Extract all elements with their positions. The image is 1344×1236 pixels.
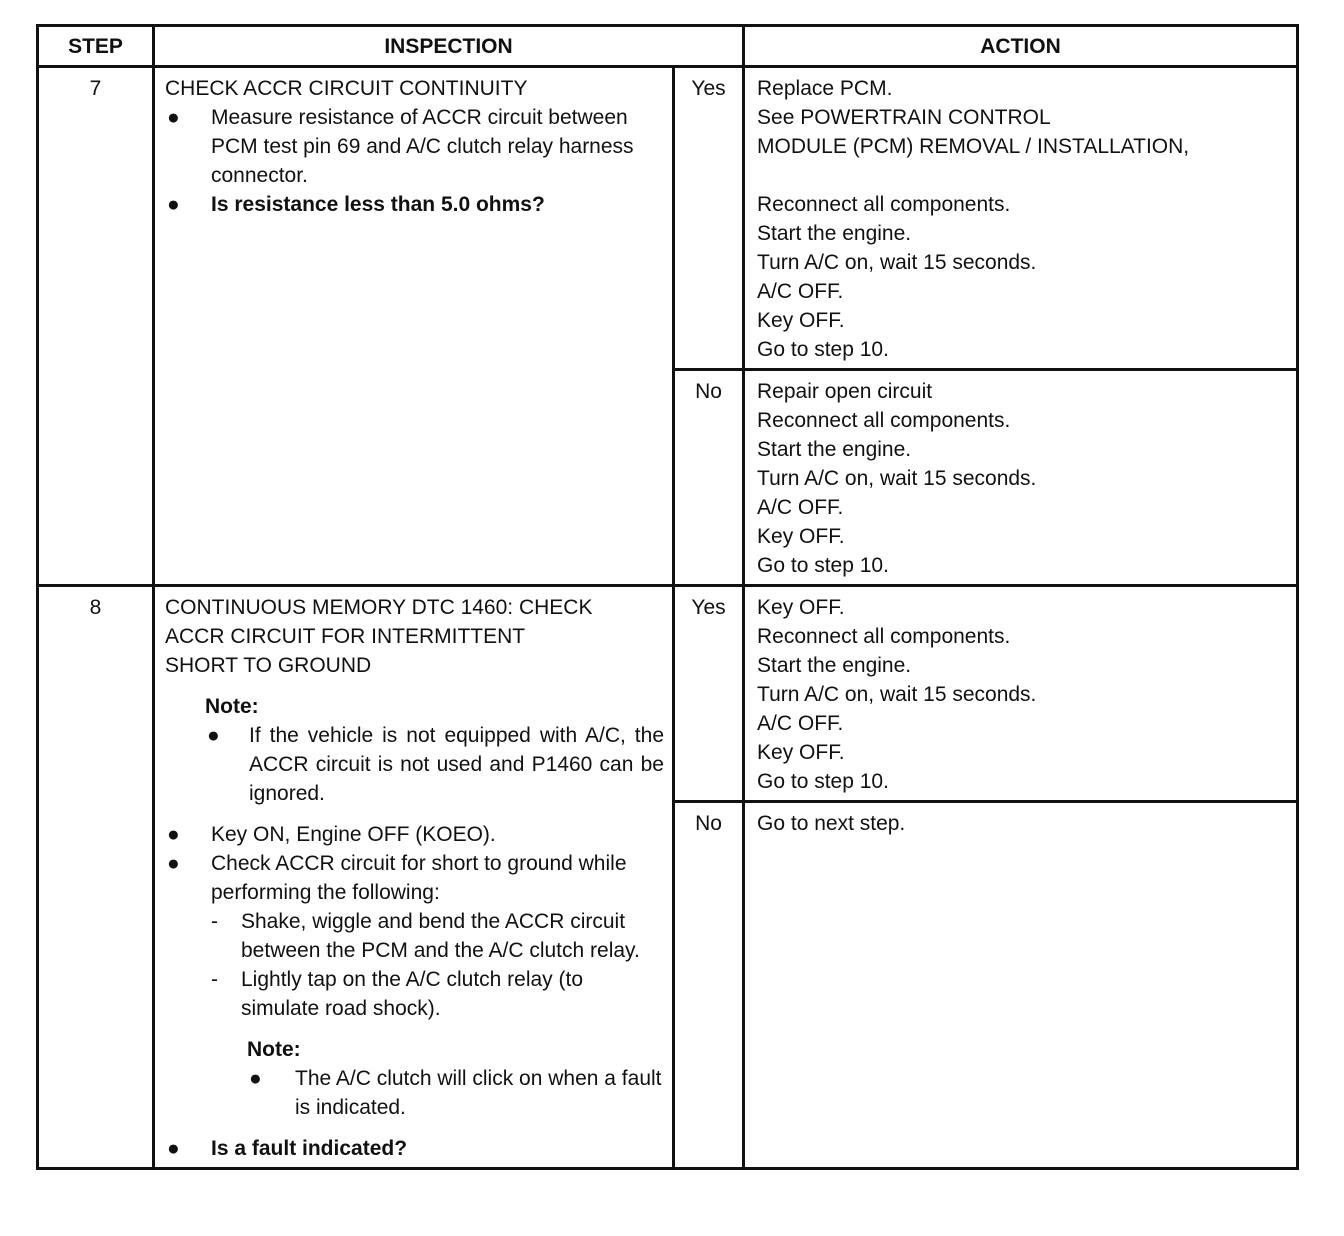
note-bullet: [205, 721, 664, 808]
action-line: Key OFF.: [757, 525, 845, 548]
action-line: Reconnect all components.: [757, 193, 1011, 216]
bullet-icon: ●: [167, 106, 180, 129]
step8-number: 8: [38, 586, 154, 1169]
action-line: Turn A/C on, wait 15 seconds.: [757, 683, 1037, 706]
step8-bullet3: [165, 1134, 664, 1163]
action-line: See POWERTRAIN CONTROL: [757, 106, 1051, 129]
step8-dash1-text: Shake, wiggle and bend the ACCR circuit between the PCM and the A/C clutch relay.: [241, 910, 640, 962]
step7-no-label: No: [674, 370, 744, 586]
step7-title: CHECK ACCR CIRCUIT CONTINUITY: [165, 77, 528, 100]
step8-note: [165, 692, 664, 808]
step8-bullet3-text: Is a fault indicated?: [211, 1137, 408, 1160]
step8-title-line: ACCR CIRCUIT FOR INTERMITTENT: [165, 625, 526, 648]
step8-bullet2-text: Check ACCR circuit for short to ground while performing the following:: [211, 852, 627, 904]
action-line: A/C OFF.: [757, 280, 844, 303]
action-line: Turn A/C on, wait 15 seconds.: [757, 251, 1037, 274]
step8-yes-label: Yes: [674, 586, 744, 802]
diagnostic-table: [36, 24, 1299, 1170]
action-line: A/C OFF.: [757, 712, 844, 735]
step8-note2: [165, 1035, 664, 1122]
action-line: Go to step 10.: [757, 554, 889, 577]
action-line: MODULE (PCM) REMOVAL / INSTALLATION,: [757, 135, 1190, 158]
step8-title-line: CONTINUOUS MEMORY DTC 1460: CHECK: [165, 596, 593, 619]
header-action: ACTION: [744, 26, 1298, 67]
step8-bullet2: [165, 849, 664, 907]
step8-inspection: [154, 586, 674, 1169]
step7-yes-label: Yes: [674, 67, 744, 370]
action-line: Reconnect all components.: [757, 409, 1011, 432]
step8-yes-actions: [744, 586, 1298, 802]
bullet-icon: ●: [167, 1137, 180, 1160]
note-text: If the vehicle is not equipped with A/C, the ACCR circuit is not used and P1460 can be ignored.: [249, 724, 664, 805]
step7-yes-actions: [744, 67, 1298, 370]
bullet-icon: ●: [249, 1067, 262, 1090]
action-line: A/C OFF.: [757, 496, 844, 519]
step8-dash2: [165, 965, 664, 1023]
step8-title-line: SHORT TO GROUND: [165, 654, 372, 677]
action-line: Key OFF.: [757, 741, 845, 764]
header-row: [38, 26, 1298, 67]
action-line: Go to step 10.: [757, 338, 889, 361]
bullet-icon: ●: [167, 852, 180, 875]
action-line: Key OFF.: [757, 596, 845, 619]
note2-label: Note:: [247, 1038, 301, 1061]
action-line: Start the engine.: [757, 654, 912, 677]
header-inspection: INSPECTION: [154, 26, 744, 67]
step7-bullet2-text: Is resistance less than 5.0 ohms?: [211, 193, 545, 216]
note2-text: The A/C clutch will click on when a fault is indicated.: [295, 1067, 662, 1119]
step8-yes-row: [38, 586, 1298, 802]
action-line: Start the engine.: [757, 222, 912, 245]
action-line: Repair open circuit: [757, 380, 933, 403]
action-line: Turn A/C on, wait 15 seconds.: [757, 467, 1037, 490]
action-line: Reconnect all components.: [757, 625, 1011, 648]
step8-dash1: [165, 907, 664, 965]
dash-icon: -: [211, 968, 218, 991]
dash-icon: -: [211, 910, 218, 933]
step7-inspection: [154, 67, 674, 586]
step7-bullet1-text: Measure resistance of ACCR circuit between PCM test pin 69 and A/C clutch relay harness connector.: [211, 106, 634, 187]
step7-bullet1: [165, 103, 664, 190]
action-line: Go to step 10.: [757, 770, 889, 793]
step7-number: 7: [38, 67, 154, 586]
step7-yes-row: [38, 67, 1298, 370]
step7-no-actions: [744, 370, 1298, 586]
action-line: Start the engine.: [757, 438, 912, 461]
step7-bullet2: [165, 190, 664, 219]
note2-bullet: [247, 1064, 664, 1122]
bullet-icon: ●: [207, 724, 220, 747]
header-step: STEP: [38, 26, 154, 67]
step8-bullet1-text: Key ON, Engine OFF (KOEO).: [211, 823, 496, 846]
step8-bullet1: [165, 820, 664, 849]
note-label: Note:: [205, 695, 259, 718]
action-line: Key OFF.: [757, 309, 845, 332]
action-line: Replace PCM.: [757, 77, 893, 100]
action-line: Go to next step.: [757, 812, 906, 835]
bullet-icon: ●: [167, 823, 180, 846]
step8-no-actions: [744, 802, 1298, 1169]
step8-no-label: No: [674, 802, 744, 1169]
step8-dash2-text: Lightly tap on the A/C clutch relay (to simulate road shock).: [241, 968, 584, 1020]
bullet-icon: ●: [167, 193, 180, 216]
